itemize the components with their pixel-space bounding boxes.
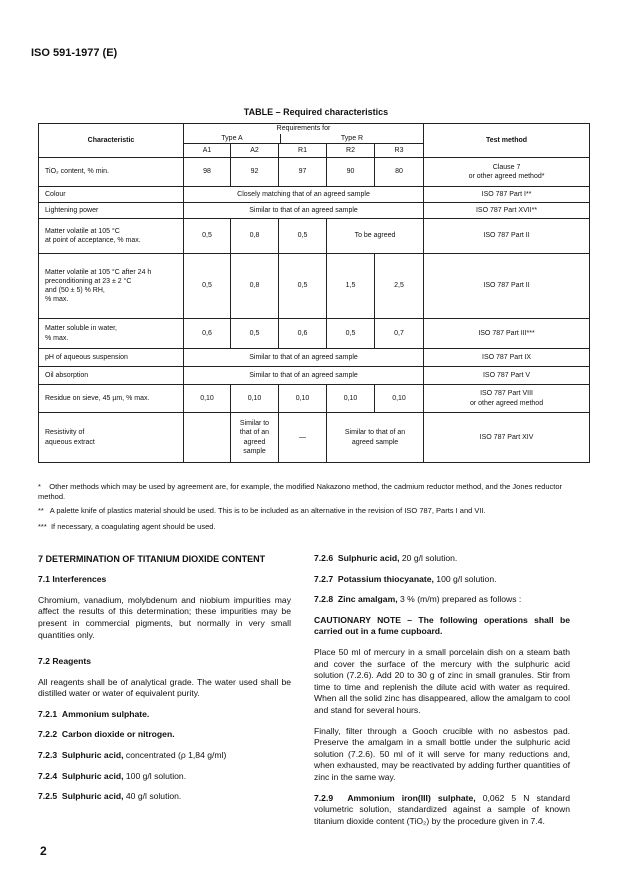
page-number: 2 <box>40 844 47 858</box>
row-label: Matter volatile at 105 °C at point of acceptance, % max. <box>39 219 184 254</box>
section-7-2-4: 7.2.4 Sulphuric acid, 100 g/l solution. <box>38 770 187 781</box>
cell-value: 0,6 <box>184 319 231 349</box>
cell-value: 0,5 <box>279 254 327 319</box>
section-7-2-text: All reagents shall be of analytical grade. The water used shall be distilled water or water of equivalent purity. <box>38 676 291 699</box>
cell-method: ISO 787 Part XIV <box>424 413 590 463</box>
header-test-method: Test method <box>424 124 590 158</box>
header-type-r: Type R <box>280 134 423 143</box>
row-label: pH of aqueous suspension <box>39 349 184 367</box>
row-resistivity <box>39 413 590 463</box>
cell-value <box>184 413 231 463</box>
cell-value: 0,6 <box>279 319 327 349</box>
row-label: Matter volatile at 105 °C after 24 h preconditioning at 23 ± 2 °C and (50 ± 5) % RH, % max. <box>39 254 184 319</box>
row-oil <box>39 367 590 385</box>
cell-method: ISO 787 Part IX <box>424 349 590 367</box>
header-characteristic: Characteristic <box>39 124 184 158</box>
cell-value: 0,10 <box>231 385 279 413</box>
section-7-2-1: 7.2.1 Ammonium sulphate. <box>38 708 150 719</box>
cell-span: Similar to that of an agreed sample <box>184 203 424 219</box>
cell-value: 98 <box>184 158 231 187</box>
cell-value: 0,8 <box>231 219 279 254</box>
section-7-2-2: 7.2.2 Carbon dioxide or nitrogen. <box>38 729 175 740</box>
cell-value: 1,5 <box>327 254 375 319</box>
row-label: Lightening power <box>39 203 184 219</box>
cell-span: To be agreed <box>327 219 424 254</box>
document-id: ISO 591-1977 (E) <box>31 47 118 59</box>
header-type-a: Type A <box>221 134 243 142</box>
col-r1: R1 <box>279 144 327 158</box>
paragraph-amalgam-prep: Place 50 ml of mercury in a small porcelain dish on a steam bath and cover the surface of the mercury with the sulphuric acid solution (7.2.6). Add 20 to 30 g of zinc in small granules. Stir from time to time and replenish the dilute acid with water as required. When all the solid zinc has disappeared, allow the amalgam to cool and stand for several hours. <box>314 646 570 715</box>
table-caption: TABLE – Required characteristics <box>243 107 389 117</box>
footnote-1: * Other methods which may be used by agreement are, for example, the modified Nakazono method, the cadmium reductor method, and the Jones reductor method. <box>38 482 563 502</box>
right-column <box>314 553 570 836</box>
row-soluble <box>39 319 590 349</box>
cell-value: 0,5 <box>184 254 231 319</box>
col-r3: R3 <box>375 144 424 158</box>
cell-method: ISO 787 Part I** <box>424 187 590 203</box>
section-7-2-8: 7.2.8 Zinc amalgam, 3 % (m/m) prepared as follows : <box>314 594 522 605</box>
row-label: Colour <box>39 187 184 203</box>
cell-value: Similar to that of an agreed sample <box>231 413 279 463</box>
cell-value: 2,5 <box>375 254 424 319</box>
cell-value: 0,5 <box>279 219 327 254</box>
cell-method: ISO 787 Part XVII** <box>424 203 590 219</box>
section-7-title: 7 DETERMINATION OF TITANIUM DIOXIDE CONTENT <box>38 554 266 564</box>
section-7-2-6: 7.2.6 Sulphuric acid, 20 g/l solution. <box>314 553 458 563</box>
section-7-2-7: 7.2.7 Potassium thiocyanate, 100 g/l solution. <box>314 573 497 584</box>
cell-span: Similar to that of an agreed sample <box>184 367 424 385</box>
cell-value: 80 <box>375 158 424 187</box>
cell-span: Similar to that of an agreed sample <box>327 413 424 463</box>
cell-value: 0,10 <box>375 385 424 413</box>
footnote-3: *** If necessary, a coagulating agent should be used. <box>38 522 216 531</box>
cell-span: Similar to that of an agreed sample <box>184 349 424 367</box>
row-colour <box>39 187 590 203</box>
row-label: Residue on sieve, 45 µm, % max. <box>39 385 184 413</box>
cell-value: 92 <box>231 158 279 187</box>
row-label: Oil absorption <box>39 367 184 385</box>
row-residue <box>39 385 590 413</box>
cell-method: Clause 7 or other agreed method* <box>424 158 590 187</box>
cell-method: ISO 787 Part V <box>424 367 590 385</box>
section-7-1-title: 7.1 Interferences <box>38 574 107 585</box>
cell-value: 97 <box>279 158 327 187</box>
cell-value: 0,7 <box>375 319 424 349</box>
row-ph <box>39 349 590 367</box>
left-column <box>38 553 291 812</box>
cautionary-note: CAUTIONARY NOTE – The following operations shall be carried out in a fume cupboard. <box>314 614 570 637</box>
cell-value: 0,10 <box>327 385 375 413</box>
footnote-2: ** A palette knife of plastics material should be used. This is to be included as an alternative in the revision of ISO 787, Parts I and VII. <box>38 506 486 515</box>
cell-value: 0,10 <box>279 385 327 413</box>
section-7-2-title: 7.2 Reagents <box>38 656 92 667</box>
row-lightening <box>39 203 590 219</box>
cell-method: ISO 787 Part III*** <box>424 319 590 349</box>
cell-value: 0,10 <box>184 385 231 413</box>
cell-method: ISO 787 Part II <box>424 254 590 319</box>
requirements-table <box>38 123 590 463</box>
section-7-2-3: 7.2.3 Sulphuric acid, concentrated (ρ 1,84 g/ml) <box>38 750 227 761</box>
cell-span: Closely matching that of an agreed sample <box>184 187 424 203</box>
cell-method: ISO 787 Part VIII or other agreed method <box>424 385 590 413</box>
paragraph-amalgam-filter: Finally, filter through a Gooch crucible with no asbestos pad. Preserve the amalgam in a small bottle under the sulphuric acid solution (7.2.6). 50 ml of it will serve for many reductions and, when exhausted, may be reactivated by adding further quantities of zinc in the same way. <box>314 725 570 782</box>
cell-value: 0,5 <box>184 219 231 254</box>
cell-value: 90 <box>327 158 375 187</box>
cell-value: 0,5 <box>231 319 279 349</box>
row-label: Resistivity of aqueous extract <box>39 413 184 463</box>
header-requirements: Requirements for Type A Type R <box>184 124 424 144</box>
row-label: TiO₂ content, % min. <box>39 158 184 187</box>
cell-value: — <box>279 413 327 463</box>
row-tio2 <box>39 158 590 187</box>
section-7-2-5: 7.2.5 Sulphuric acid, 40 g/l solution. <box>38 791 182 802</box>
col-r2: R2 <box>327 144 375 158</box>
section-7-2-9: 7.2.9 Ammonium iron(III) sulphate, 0,062 5 N standard volumetric solution, standardized against a sample of known titanium dioxide content (TiO₂) by the procedure given in 7.4. <box>314 792 570 826</box>
row-volatile <box>39 219 590 254</box>
cell-value: 0,8 <box>231 254 279 319</box>
section-7-1-text: Chromium, vanadium, molybdenum and niobium impurities may affect the results of this determination; these impurities may be present in commercial pigments, but normally in very small quantities only. <box>38 594 291 640</box>
col-a2: A2 <box>231 144 279 158</box>
cell-value: 0,5 <box>327 319 375 349</box>
table-header-row <box>39 124 590 144</box>
row-label: Matter soluble in water, % max. <box>39 319 184 349</box>
col-a1: A1 <box>184 144 231 158</box>
cell-method: ISO 787 Part II <box>424 219 590 254</box>
row-volatile-24h <box>39 254 590 319</box>
